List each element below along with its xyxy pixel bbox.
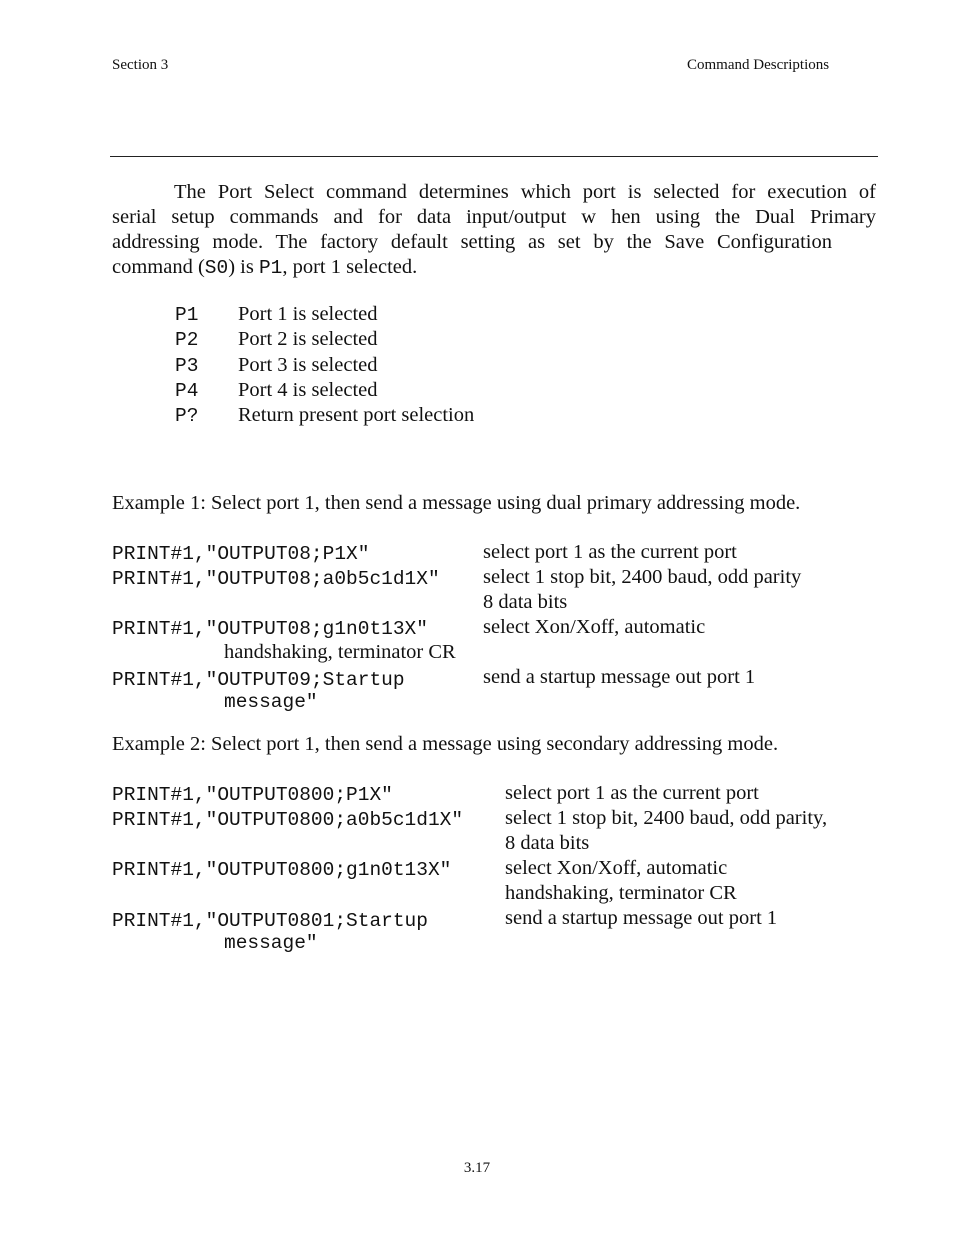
intro-line-4 [112,255,876,281]
example2-code-4b: message" [224,932,318,954]
port-option-list [175,302,474,428]
example2-code-1: PRINT#1,"OUTPUT0800;P1X" [112,784,393,806]
port-option-code: P3 [175,354,199,377]
intro-code-p1: P1 [258,257,283,279]
intro-line-3: addressing mode. The factory default setting as set by the Save Configuration [112,231,832,253]
port-option [175,378,474,403]
example1-desc-2: select 1 stop bit, 2400 baud, odd parity [483,566,802,588]
intro-paragraph [112,180,876,281]
example2-code-3: PRINT#1,"OUTPUT0800;g1n0t13X" [112,859,452,881]
header-chapter: Command Descriptions [687,57,830,73]
port-option-desc: Port 3 is selected [238,353,378,376]
page-number: 3.17 [463,1160,491,1176]
port-option-code: P1 [175,304,199,326]
example2-title: Example 2: Select port 1, then send a message using secondary addressing mode. [112,733,779,755]
example2-desc-4: send a startup message out port 1 [505,907,778,929]
example2-desc-3: select Xon/Xoff, automatic [505,857,728,879]
example2-code-4: PRINT#1,"OUTPUT0801;Startup [112,910,428,932]
example1-code-3: PRINT#1,"OUTPUT08;g1n0t13X" [112,618,428,640]
port-option-desc: Port 1 is selected [238,303,378,325]
intro-line-4-b: ) is [228,256,259,278]
example1-title: Example 1: Select port 1, then send a message using dual primary addressing mode. [112,492,801,514]
header-section: Section 3 [112,57,169,73]
port-option [175,353,474,378]
intro-line-4-a: command ( [112,256,205,278]
example1-code-4b: message" [224,691,318,713]
header-rule [110,156,878,157]
example1-desc-3b: handshaking, terminator CR [224,641,456,663]
example1-desc-1: select port 1 as the current port [483,541,737,563]
example2-desc-3b: handshaking, terminator CR [505,882,737,904]
example2-desc-2: select 1 stop bit, 2400 baud, odd parity, [505,807,828,829]
intro-line-2: serial setup commands and for data input/output w hen using the Dual Primary [112,206,876,228]
example2-desc-2b: 8 data bits [505,832,590,854]
port-option [175,302,474,327]
port-option-desc: Port 2 is selected [238,328,378,351]
intro-code-s0: S0 [204,257,229,279]
example1-code-2: PRINT#1,"OUTPUT08;a0b5c1d1X" [112,568,440,590]
intro-line-1: The Port Select command determines which port is selected for execution of [174,181,876,203]
example1-desc-4: send a startup message out port 1 [483,666,756,688]
example1-desc-2b: 8 data bits [483,591,568,613]
port-option-code: P4 [175,379,199,402]
example1-code-1: PRINT#1,"OUTPUT08;P1X" [112,543,370,565]
port-option [175,327,474,352]
port-option [175,403,474,428]
port-option-desc: Return present port selection [238,404,475,427]
port-option-desc: Port 4 is selected [238,378,378,401]
example1-desc-3: select Xon/Xoff, automatic [483,616,706,638]
port-option-code: P? [175,405,199,428]
example2-desc-1: select port 1 as the current port [505,782,759,804]
port-option-code: P2 [175,329,199,352]
example1-code-4: PRINT#1,"OUTPUT09;Startup [112,669,405,691]
intro-line-4-c: , port 1 selected. [282,256,418,278]
example2-code-2: PRINT#1,"OUTPUT0800;a0b5c1d1X" [112,809,464,831]
